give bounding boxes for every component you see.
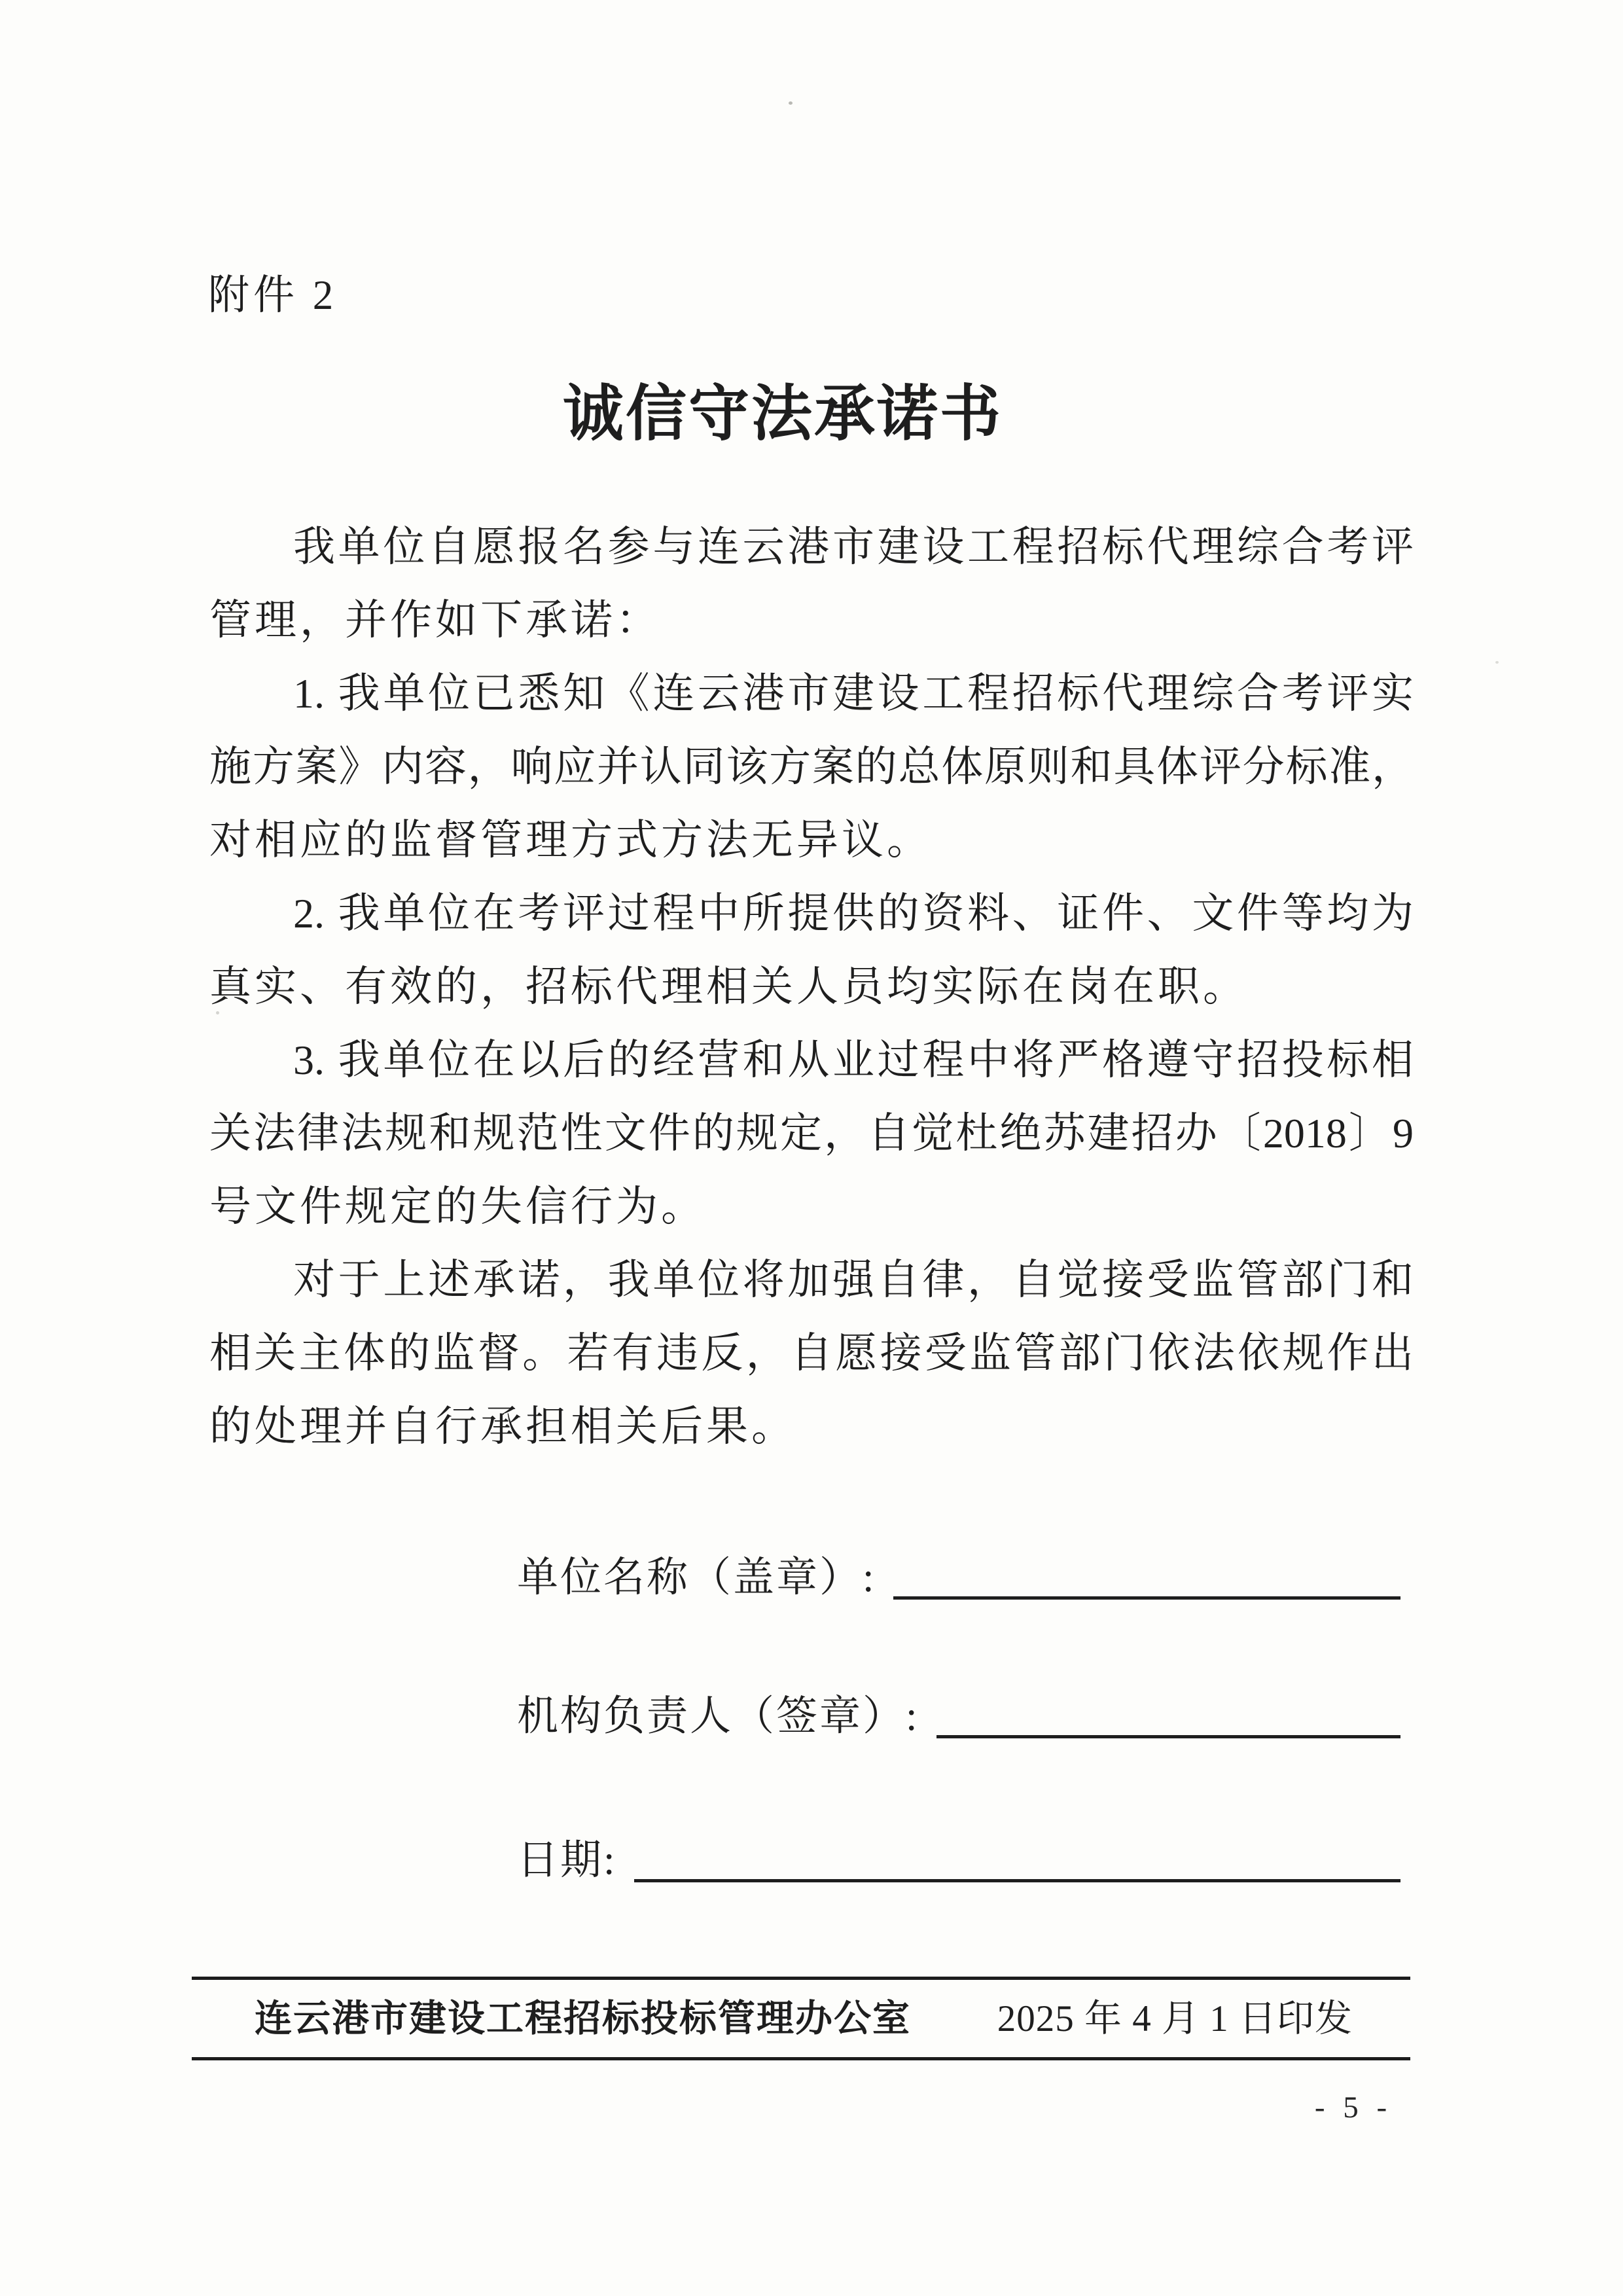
footer	[192, 1996, 1410, 2042]
body-line: 真实、有效的，招标代理相关人员均实际在岗在职。	[209, 963, 1248, 1010]
signature-underline	[893, 1557, 1400, 1600]
signature-row-date	[517, 1835, 1400, 1885]
body-line: 号文件规定的失信行为。	[209, 1183, 706, 1230]
signature-label: 日期:	[517, 1837, 617, 1883]
signature-label: 机构负责人（签章）:	[517, 1693, 919, 1739]
signature-row-unit-name	[517, 1552, 1400, 1602]
footer-issuer: 连云港市建设工程招标投标管理办公室	[255, 1998, 911, 2039]
body-line: 2. 我单位在考评过程中所提供的资料、证件、文件等均为	[293, 890, 1414, 937]
footer-rule-top	[192, 1977, 1410, 1980]
footer-rule-bottom	[192, 2057, 1410, 2060]
body-line: 1. 我单位已悉知《连云港市建设工程招标代理综合考评实	[293, 670, 1414, 717]
signature-underline	[634, 1840, 1400, 1882]
body-line: 关法律法规和规范性文件的规定，自觉杜绝苏建招办〔2018〕9	[209, 1110, 1414, 1157]
scan-speck	[789, 101, 793, 105]
attachment-label: 附件 2	[208, 272, 338, 318]
page-number: - 5 -	[1314, 2090, 1393, 2125]
body-line: 对于上述承诺，我单位将加强自律，自觉接受监管部门和	[293, 1257, 1414, 1303]
body-line: 管理，并作如下承诺：	[209, 597, 661, 643]
body-line: 3. 我单位在以后的经营和从业过程中将严格遵守招投标相	[293, 1037, 1414, 1083]
signature-row-responsible-person	[517, 1691, 1400, 1741]
body-line: 相关主体的监督。若有违反，自愿接受监管部门依法依规作出	[209, 1330, 1414, 1376]
body-line: 我单位自愿报名参与连云港市建设工程招标代理综合考评	[293, 524, 1414, 570]
document-title: 诚信守法承诺书	[563, 381, 1003, 448]
signature-underline	[936, 1696, 1400, 1738]
footer-print-date: 2025 年 4 月 1 日印发	[997, 1998, 1353, 2039]
body-line: 施方案》内容，响应并认同该方案的总体原则和具体评分标准，	[209, 744, 1414, 790]
document-body	[209, 511, 1414, 1463]
body-line: 的处理并自行承担相关后果。	[209, 1403, 796, 1450]
body-line: 对相应的监督管理方式方法无异议。	[209, 817, 932, 863]
signature-label: 单位名称（盖章）:	[517, 1554, 876, 1600]
scan-speck	[1495, 661, 1499, 664]
